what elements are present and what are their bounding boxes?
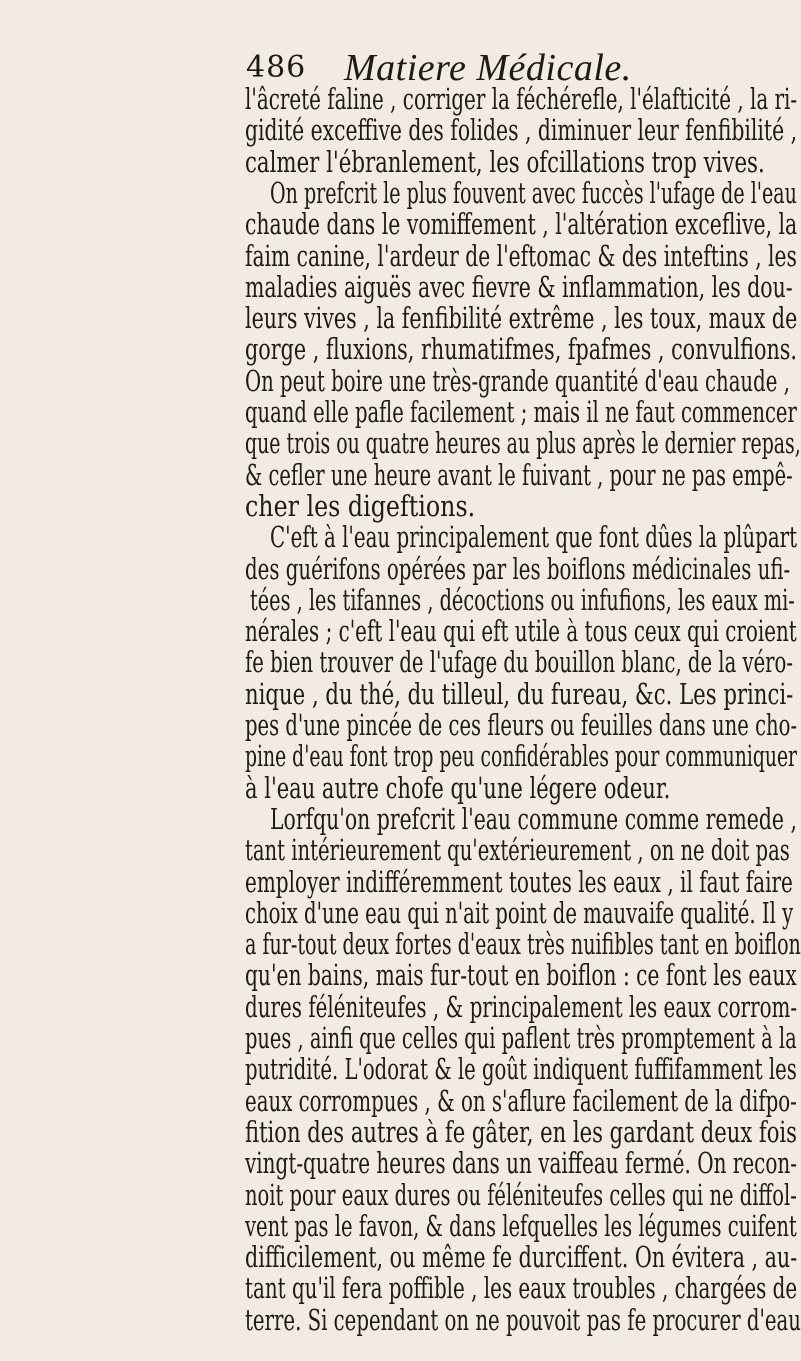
body-text — [0, 80, 801, 1340]
text-line: qu'en bains, mais fur-tout en boiflon : ce font les eaux — [245, 958, 797, 993]
text-line: & cefler une heure avant le fuivant , pour ne pas empê- — [245, 457, 793, 492]
text-line: quand elle pafle facilement ; mais il ne faut commencer — [245, 395, 797, 429]
text-line: maladies aiguës avec fievre & inflammation, les dou- — [245, 269, 793, 304]
text-line: tées , les tifannes , décoctions ou infufions, les eaux mi- — [250, 582, 795, 617]
text-line: chaude dans le vomiffement , l'altération exceflive, la — [245, 207, 797, 242]
text-line: à l'eau autre chofe qu'une légere odeur. — [245, 770, 670, 805]
text-line: tant intérieurement qu'extérieurement , on ne doit pas — [245, 833, 790, 868]
text-line: fition des autres à fe gâter, en les gardant deux fois — [245, 1114, 797, 1149]
text-line: eaux corrompues , & on s'aflure facilement de la difpo- — [245, 1083, 797, 1118]
text-line: C'eft à l'eau principalement que font dûes la plûpart — [270, 520, 797, 555]
text-line: cher les digeftions. — [245, 488, 475, 523]
text-line: faim canine, l'ardeur de l'eftomac & des inteftins , les — [245, 238, 797, 273]
text-line: On prefcrit le plus fouvent avec fuccès l'ufage de l'eau — [270, 175, 797, 210]
text-line: leurs vives , la fenfibilité extrême , les toux, maux de — [245, 301, 797, 336]
running-title: Matiere Médicale. — [344, 47, 632, 89]
text-line: a fur-tout deux fortes d'eaux très nuifibles tant en boiflon — [245, 927, 801, 962]
text-line: gidité exceffive des folides , diminuer leur fenfibilité , — [245, 113, 797, 148]
text-line: putridité. L'odorat & le goût indiquent fuffifamment les — [245, 1052, 797, 1087]
text-line: que trois ou quatre heures au plus après le dernier repas, — [245, 426, 801, 461]
text-line: noit pour eaux dures ou féléniteufes celles qui ne diffol- — [245, 1177, 797, 1212]
text-line: vent pas le favon, & dans lefquelles les légumes cuifent — [245, 1208, 797, 1243]
text-line: pine d'eau font trop peu confidérables pour communiquer — [245, 739, 797, 774]
text-line: employer indifféremment toutes les eaux , il faut faire — [245, 864, 793, 899]
text-line: terre. Si cependant on ne pouvoit pas fe procurer d'eau — [245, 1302, 801, 1337]
text-line: dures féléniteufes , & principalement les eaux corrom- — [245, 989, 797, 1024]
text-line: calmer l'ébranlement, les ofcillations trop vives. — [245, 144, 765, 179]
text-line: fe bien trouver de l'ufage du bouillon blanc, de la véro- — [245, 645, 793, 680]
text-line: l'âcreté faline , corriger la féchérefle, l'élafticité , la ri- — [245, 82, 797, 116]
text-line: vingt-quatre heures dans un vaiffeau fermé. On recon- — [245, 1146, 797, 1181]
text-line: tant qu'il fera poffible , les eaux troubles , chargées de — [245, 1271, 797, 1306]
text-line: difficilement, ou même fe durciffent. On évitera , au- — [245, 1240, 797, 1275]
text-line: gorge , fluxions, rhumatifmes, fpafmes , convulfions. — [245, 332, 797, 367]
text-line: pes d'une pincée de ces fleurs ou feuilles dans une cho- — [245, 708, 797, 742]
text-line: nérales ; c'eft l'eau qui eft utile à tous ceux qui croient — [245, 614, 797, 649]
text-line: choix d'une eau qui n'ait point de mauvaife qualité. Il y — [245, 895, 793, 930]
page-number: 486 — [246, 50, 307, 85]
text-line: On peut boire une très-grande quantité d'eau chaude , — [245, 363, 790, 398]
text-line: pues , ainfi que celles qui paflent très promptement à la — [245, 1021, 797, 1055]
text-line: Lorfqu'on prefcrit l'eau commune comme remede , — [270, 801, 797, 836]
text-line: des guérifons opérées par les boiflons médicinales ufi- — [245, 551, 790, 586]
text-line: nique , du thé, du tilleul, du fureau, &c. Les princi- — [245, 676, 793, 711]
